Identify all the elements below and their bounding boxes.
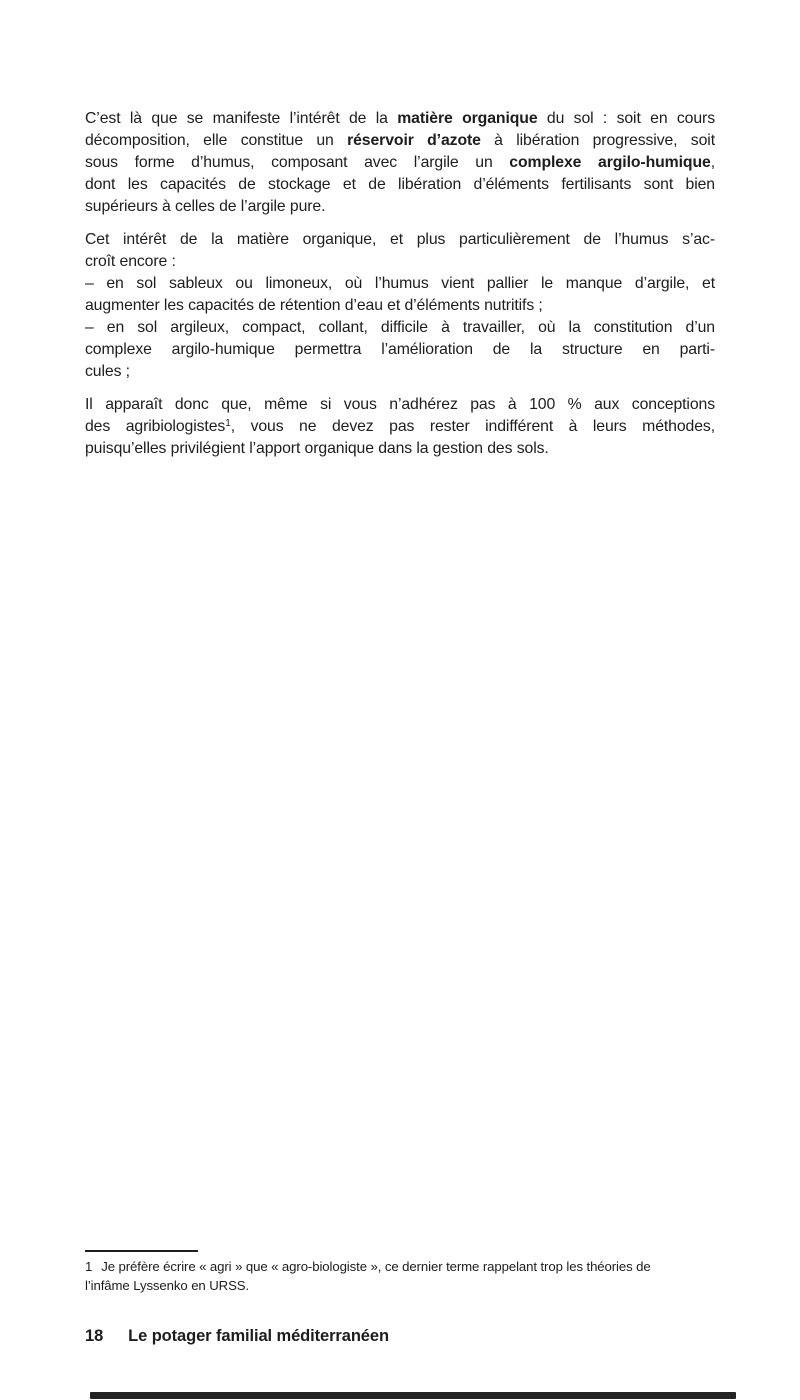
running-title: Le potager familial méditerranéen [128,1327,389,1345]
text-segment: des agribiologistes [85,418,226,435]
page-number: 18 [85,1327,104,1345]
text-line [85,295,715,317]
text-line [85,130,715,152]
text-line [85,317,715,339]
text-line [85,416,715,438]
paragraph-interet-humus [85,229,715,383]
bold-term: complexe argilo-humique [509,154,711,171]
text-line [85,152,715,174]
text-segment: – en sol argileux, compact, collant, difficile à travailler, où la constitution d’un [85,319,715,336]
text-segment: – en sol sableux ou limoneux, où l’humus vient pallier le manque d’argile, et [85,275,715,292]
page-bottom-scan-mark [90,1392,736,1399]
text-line [85,361,715,383]
text-segment: sous forme d’humus, composant avec l’argile un [85,154,510,171]
text-line [85,108,715,130]
text-segment: augmenter les capacités de rétention d’eau et d’éléments nutritifs ; [85,297,543,314]
text-line [85,394,715,416]
text-line [85,438,715,460]
text-segment: C’est là que se manifeste l’intérêt de la [85,110,398,127]
text-segment: complexe argilo-humique permettra l’amélioration de la structure en parti- [85,341,715,358]
page-footer [85,1325,389,1347]
text-segment: supérieurs à celles de l’argile pure. [85,198,326,215]
text-segment: Il apparaît donc que, même si vous n’adhérez pas à 100 % aux conceptions [85,396,715,413]
bold-term: réservoir d’azote [347,132,481,149]
footnote-text: Je préfère écrire « agri » que « agro-biologiste », ce dernier terme rappelant trop les théories de [101,1259,651,1274]
bold-term: matière organique [397,110,538,127]
footnote-number: 1 [85,1259,93,1274]
footnote-block [85,1250,717,1295]
footnote-text: l’infâme Lyssenko en URSS. [85,1278,250,1293]
text-line [85,273,715,295]
footnote-separator [85,1250,198,1252]
text-segment: puisqu’elles privilégient l’apport organique dans la gestion des sols. [85,440,549,457]
text-segment: Cet intérêt de la matière organique, et plus particulièrement de l’humus s’ac- [85,231,715,248]
footnote-reference-marker: 1 [225,418,231,429]
footnote-line [85,1276,717,1295]
text-segment: , vous ne devez pas rester indifférent à leurs méthodes, [230,418,715,435]
text-segment: décomposition, elle constitue un [85,132,348,149]
text-line [85,339,715,361]
paragraph-conclusion [85,394,715,460]
text-segment: à libération progressive, soit [480,132,715,149]
text-line [85,196,715,218]
footnote-line [85,1257,717,1276]
body-text [85,108,715,460]
text-line [85,251,715,273]
text-segment: cules ; [85,363,130,380]
text-segment: , [710,154,715,171]
text-segment: du sol : soit en cours [537,110,715,127]
paragraph-matiere-organique [85,108,715,218]
text-segment: dont les capacités de stockage et de libération d’éléments fertilisants sont bien [85,176,715,193]
text-segment: croît encore : [85,253,176,270]
text-line [85,229,715,251]
text-line [85,174,715,196]
